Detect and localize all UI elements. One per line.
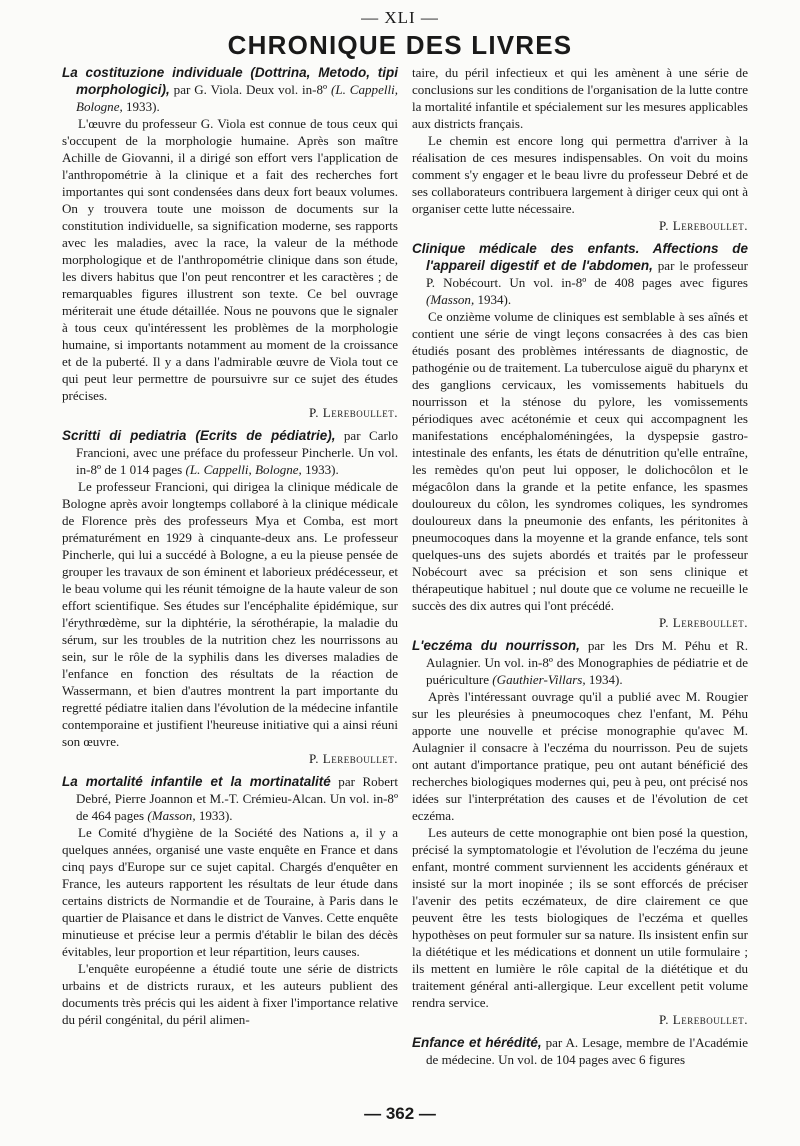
review-6-heading [412, 1034, 748, 1068]
review-3-title: La mortalité infantile et la mortinatalité [62, 774, 331, 789]
review-5-title: L'eczéma du nourrisson, [412, 638, 580, 653]
review-3-body-1: Le Comité d'hygiène de la Société des Nations a, il y a quelques années, organisé une vaste enquête en France et dans cinq pays d'Europe sur ce sujet capital. Chargés d'enquêter en France, les auteurs rapportent les résultats de leur étude dans certains districts de Normandie et de Touraine, à Paris dans le quartier de Plaisance et dans le district de Vanves. Cette enquête minutieuse et précise leur a permis d'établir le bilan des décès évitables, leur proportion et leur répartition, leurs causes. [62, 825, 398, 959]
review-5-meta: par les Drs M. Péhu et R. Aulagnier. Un vol. in-8º des Monographies de pédiatrie et de puériculture [426, 638, 748, 687]
review-5-year: 1934). [585, 672, 623, 687]
review-6-title: Enfance et hérédité, [412, 1035, 542, 1050]
review-3-body-2: L'enquête européenne a étudié toute une série de districts urbains et de districts ruraux, et les auteurs publient des documents très précis qui les aident à fixer l'importance relative du péril congénital, du péril alimen- [62, 961, 398, 1027]
review-1-editor: (L. Cappelli, Bologne, [76, 82, 398, 114]
review-2-body: Le professeur Francioni, qui dirigea la clinique médicale de Bologne après avoir longtemps collaboré à la clinique médicale de Florence près des professeurs Mya et Comba, est mort prématurément en 1929 à cinquante-deux ans. Le professeur Pincherle, qui lui a succédé à Bologne, a eu la pieuse pensée de grouper les travaux de son éminent et laborieux prédécesseur, et le beau volume qui les réunit témoigne de la haute valeur de son effort scientifique. Ses études sur l'encéphalite épidémique, sur l'érythrœdème, sur la diphtérie, la sérothérapie, la maladie du sérum, sur les troubles de la nutrition chez les nourrissons au sein, sur le rôle de la syphilis dans les diverses maladies de l'enfance en fonction des résultats de la réaction de Wassermann, et bien d'autres montrent la part importante du regretté pédiatre italien dans l'évolution de la médecine infantile contemporaine et justifient l'heureuse initiative qui a ainsi réuni son œuvre. [62, 479, 398, 749]
page-title: CHRONIQUE DES LIVRES [227, 30, 573, 60]
review-1-year: 1933). [122, 99, 160, 114]
review-3-body-4: Le chemin est encore long qui permettra d'arriver à la réalisation de ces mesures indispensables. On voit du moins comment s'y engager et le beau livre du professeur Debré et de ses collaborateurs contribuera largement à diriger ceux qui ont à organiser cette lutte nécessaire. [412, 133, 748, 216]
left-column [62, 64, 398, 1028]
review-2-meta: par Carlo Francioni, avec une préface du professeur Pincherle. Un vol. in-8º de 1 014 pages [76, 428, 398, 477]
review-4-heading [412, 240, 748, 308]
review-3-meta: par Robert Debré, Pierre Joannon et M.-T. Crémieu-Alcan. Un vol. in-8º de 464 pages [76, 774, 398, 823]
review-3-editor: (Masson, [147, 808, 196, 823]
review-1-meta: par G. Viola. Deux vol. in-8º [169, 82, 332, 97]
page-number-top: — XLI — [361, 8, 439, 27]
review-2-title: Scritti di pediatria (Ecrits de pédiatrie), [62, 428, 336, 443]
review-5-body-1: Après l'intéressant ouvrage qu'il a publié avec M. Rougier sur les pleurésies à pneumocoques chez l'enfant, M. Péhu apporte une nouvelle et précise monographie qu'avec M. Aulagnier il consacre à l'eczéma du nourrisson. Peu de sujets ont autant d'importance pratique, peu ont autant bénéficié des recherches biologiques modernes qui, peu à peu, ont précisé nos idées sur l'interprétation des causes et de l'évolution de cet eczéma. [412, 689, 748, 823]
review-3-signature: P. Lereboullet. [658, 218, 748, 233]
review-4-meta: par le professeur P. Nobécourt. Un vol. in-8º de 408 pages avec figures [426, 258, 749, 290]
review-1-signature: P. Lereboullet. [308, 405, 398, 420]
review-1-heading [62, 64, 398, 115]
review-3-heading [62, 773, 398, 824]
review-5-heading [412, 637, 748, 688]
review-2-year: 1933). [301, 462, 339, 477]
review-3-year: 1933). [195, 808, 233, 823]
review-2-heading [62, 427, 398, 478]
review-4-body: Ce onzième volume de cliniques est semblable à ses aînés et contient une série de vingt leçons consacrées à des cas bien étudiés posant des problèmes intéressants de diagnostic, de pathogénie ou de traitement. La tuberculose aiguë du pharynx et des ganglions cervicaux, les vomissements habituels du nourrisson et la sténose du pylore, les vomissements périodiques avec acétonémie et ceux qui accompagnent les manifestations encéphaloméningées, la dyspepsie gastro-intestinale des enfants, les états de dénutrition qu'elle entraîne, les remèdes qu'on peut lui opposer, le dolichocôlon et le mégacôlon dans la grande et la petite enfance, les spasmes douloureux du côlon, les syndromes coliques, les syndromes douloureux dans la pneumonie des enfants, les péritonites à pneumocoques dans la moyenne et la grande enfance, tels sont quelques-uns des sujets abordés et traités par le professeur Nobécourt avec sa précision et son sens clinique et thérapeutique habituel ; nul doute que ce volume ne recueille le succès des dix autres qui l'ont précédé. [412, 309, 748, 613]
review-2-signature: P. Lereboullet. [308, 751, 398, 766]
review-5-editor: (Gauthier-Villars, [492, 672, 586, 687]
review-5-body-2: Les auteurs de cette monographie ont bien posé la question, précisé la symptomatologie et l'évolution de l'eczéma du jeune enfant, montré comment surviennent les accidents généraux et insisté sur la mort inopinée ; ils se sont efforcés de préciser l'avenir des petits eczémateux, de dire clairement ce que peuvent être les tests biologiques de l'eczéma et quelles hypothèses on peut formuler sur sa nature. Ils insistent enfin sur la diététique et les médications et donnent un utile formulaire ; ils mettent en lumière le rôle capital de la diététique et du traitement général anti-allergique. Leur excellent petit volume rendra service. [412, 825, 748, 1010]
review-5-signature: P. Lereboullet. [658, 1012, 748, 1027]
review-2-editor: (L. Cappelli, Bologne, [185, 462, 302, 477]
review-4-year: 1934). [474, 292, 512, 307]
review-1-title: La costituzione individuale (Dottrina, Metodo, tipi morphologici), [62, 65, 398, 97]
review-4-title: Clinique médicale des enfants. Affections de l'appareil digestif et de l'abdomen, [412, 241, 748, 273]
review-3-body-3: taire, du péril infectieux et qui les amènent à une série de conclusions sur les conditions de l'organisation de la lutte contre la mortalité infantile et spécialement sur les mesures applicables aux districts français. [412, 65, 748, 131]
review-6-meta: par A. Lesage, membre de l'Académie de médecine. Un vol. de 104 pages avec 6 figures [426, 1035, 748, 1067]
review-1-body: L'œuvre du professeur G. Viola est connue de tous ceux qui s'occupent de la morphologie humaine. Après son maître Achille de Giovanni, il a dirigé son effort vers l'application de l'anthropométrie à la clinique et a fait des recherches fort importantes qui sont condensées dans deux fort beaux volumes. On y trouvera toute une moisson de documents sur la constitution individuelle, sa signification moderne, ses rapports avec les maladies, avec la race, la valeur de la méthode morphologique et de l'anthropométrie clinique dans son étude, les divers habitus que l'on peut rencontrer et les caractères ; de remarquables figures illustrent son texte. Ce bel ouvrage mériterait une étude détaillée. Nous ne pouvons que le signaler à tous ceux qu'intéressent les problèmes de la morphologie humaine, si importants notamment au moment de la croissance et de la puberté. Il y a dans l'admirable œuvre de Viola tout ce qui peut leur permettre de poursuivre sur ce sujet des études précises. [62, 116, 398, 403]
review-4-editor: (Masson, [426, 292, 475, 307]
right-column [412, 64, 748, 1068]
page-number-bottom: — 362 — [364, 1104, 436, 1123]
review-4-signature: P. Lereboullet. [658, 615, 748, 630]
